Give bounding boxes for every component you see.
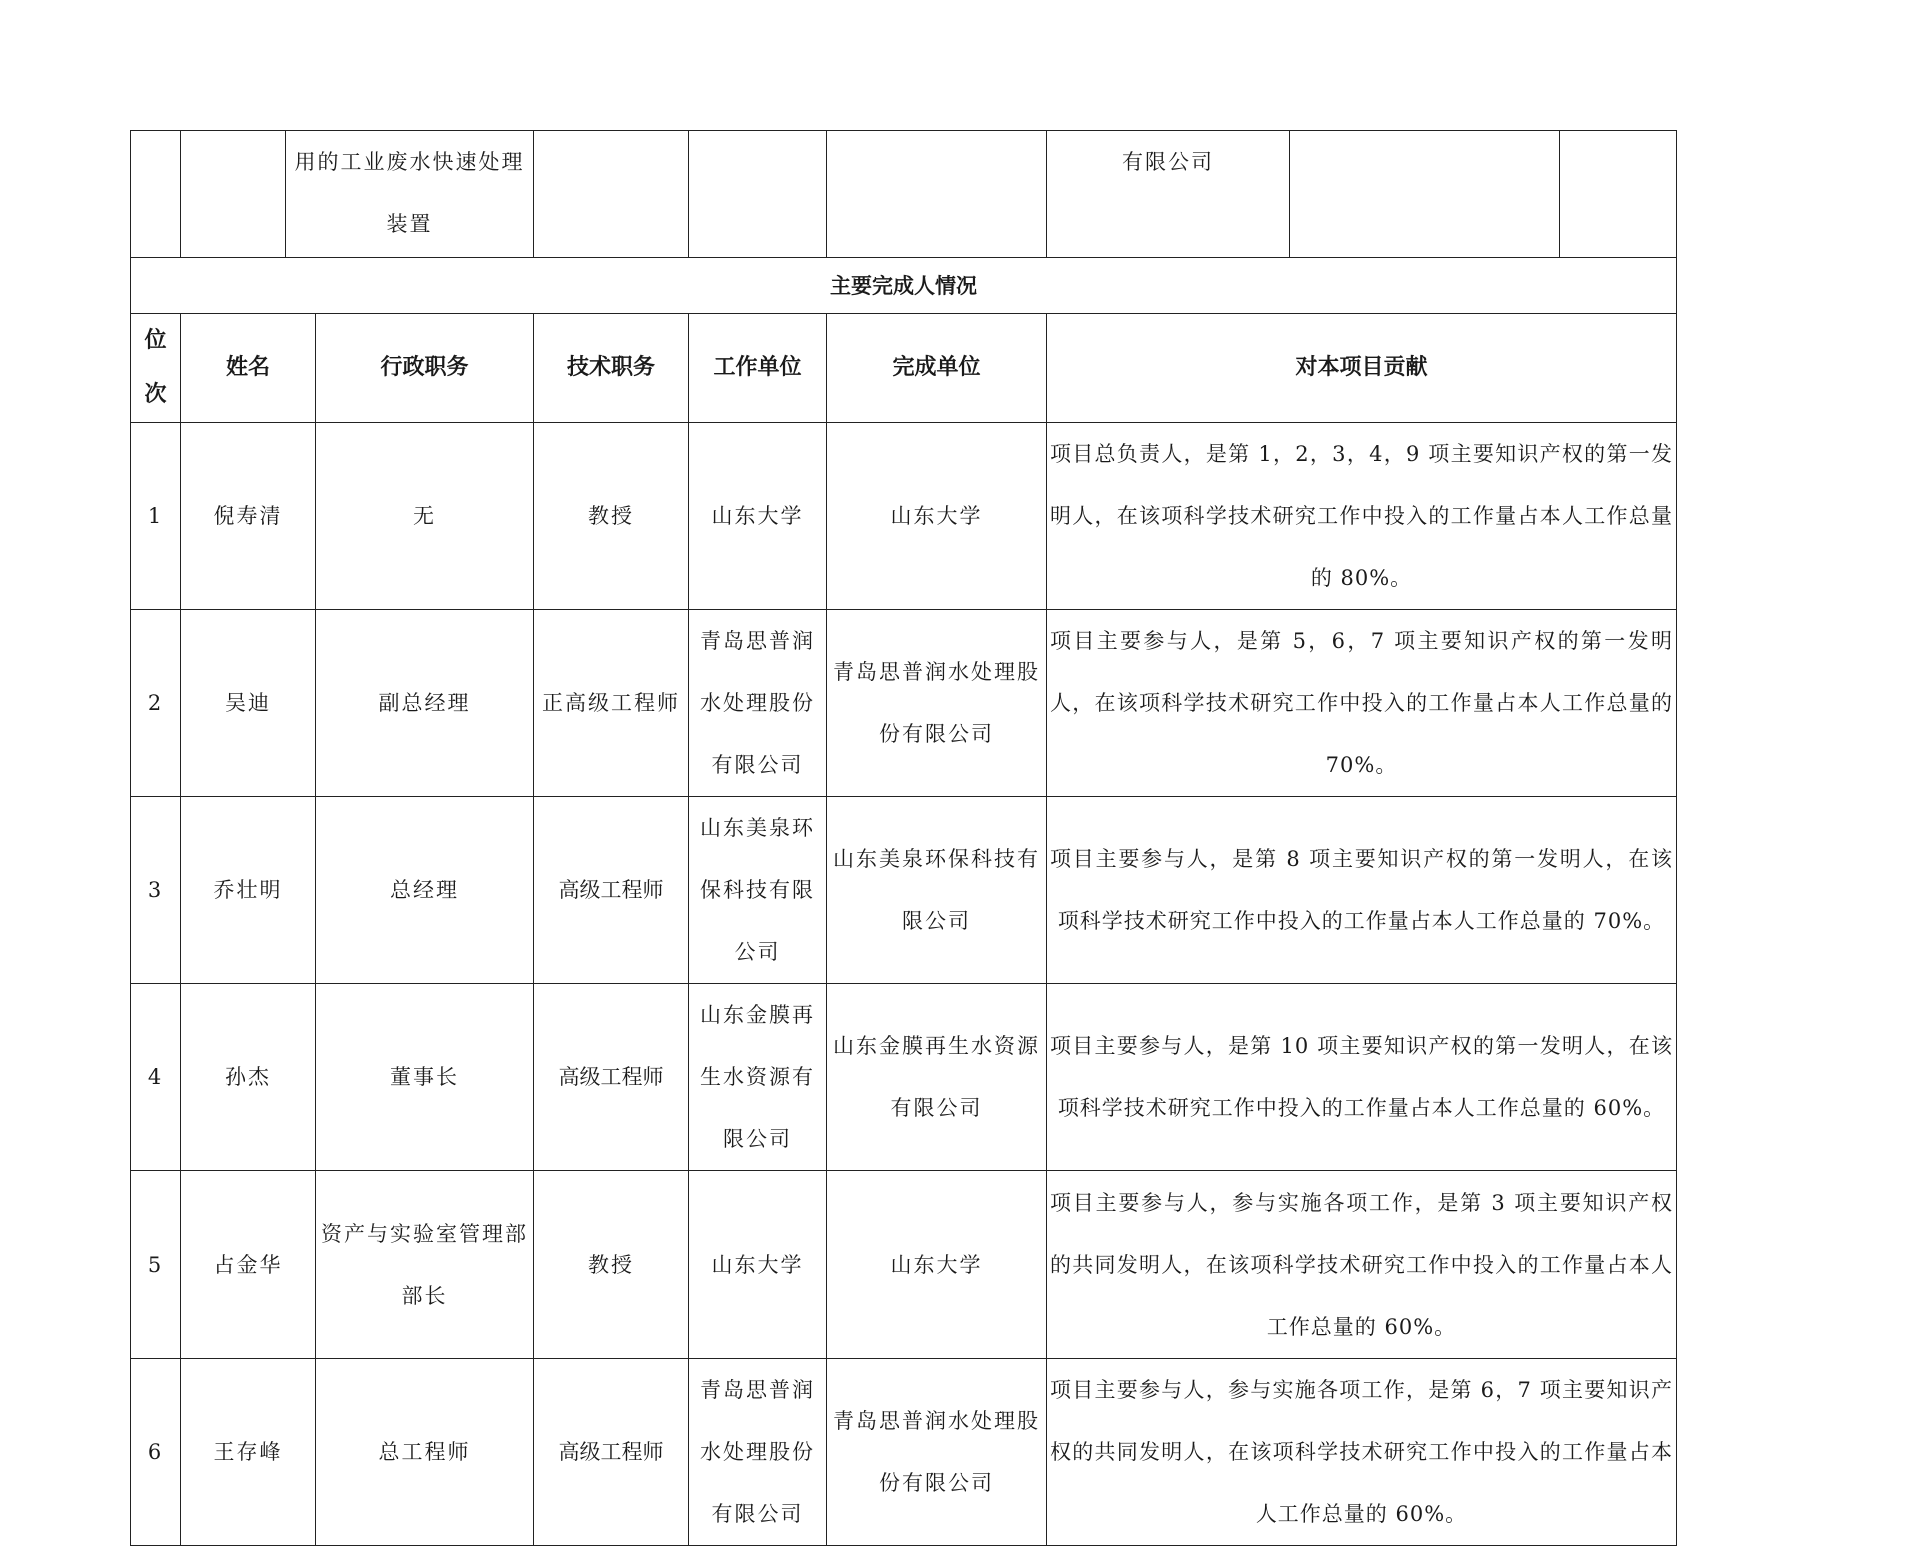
section-title: 主要完成人情况: [131, 258, 1677, 314]
tech-title-cell: 教授: [534, 423, 689, 610]
name-cell: 倪寿清: [181, 423, 316, 610]
admin-post-cell: 总经理: [316, 797, 534, 984]
header-tech-title: 技术职务: [534, 314, 689, 423]
contribution-cell: 项目主要参与人，是第 10 项主要知识产权的第一发明人，在该项科学技术研究工作中投入的工作量占本人工作总量的 60%。: [1047, 984, 1677, 1171]
completion-unit-cell: 山东金膜再生水资源有限公司: [827, 984, 1047, 1171]
tech-title-cell: 高级工程师: [534, 1359, 689, 1546]
tech-title-cell: 高级工程师: [534, 797, 689, 984]
name-cell: 占金华: [181, 1171, 316, 1359]
work-unit-cell: 青岛思普润水处理股份有限公司: [689, 610, 827, 797]
admin-post-cell: 资产与实验室管理部部长: [316, 1171, 534, 1359]
rank-cell: 1: [131, 423, 181, 610]
header-completion-unit: 完成单位: [827, 314, 1047, 423]
completion-unit-cell: 山东美泉环保科技有限公司: [827, 797, 1047, 984]
fragment-cell-5: [689, 131, 827, 258]
name-cell: 孙杰: [181, 984, 316, 1171]
table-row: [131, 984, 1677, 1171]
contribution-cell: 项目主要参与人，参与实施各项工作，是第 6，7 项主要知识产权的共同发明人，在该项科学技术研究工作中投入的工作量占本人工作总量的 60%。: [1047, 1359, 1677, 1546]
contribution-cell: 项目主要参与人，参与实施各项工作，是第 3 项主要知识产权的共同发明人，在该项科学技术研究工作中投入的工作量占本人工作总量的 60%。: [1047, 1171, 1677, 1359]
header-rank: 位次: [131, 314, 181, 423]
work-unit-cell: 山东大学: [689, 423, 827, 610]
rank-cell: 6: [131, 1359, 181, 1546]
table-row: [131, 1359, 1677, 1546]
completion-unit-cell: 青岛思普润水处理股份有限公司: [827, 610, 1047, 797]
completion-unit-cell: 山东大学: [827, 1171, 1047, 1359]
fragment-cell-6: [827, 131, 1047, 258]
previous-page-fragment-row: [131, 131, 1677, 258]
rank-cell: 3: [131, 797, 181, 984]
table-row: [131, 423, 1677, 610]
admin-post-cell: 总工程师: [316, 1359, 534, 1546]
rank-cell: 2: [131, 610, 181, 797]
tech-title-cell: 正高级工程师: [534, 610, 689, 797]
work-unit-cell: 山东金膜再生水资源有限公司: [689, 984, 827, 1171]
admin-post-cell: 董事长: [316, 984, 534, 1171]
completers-table: [130, 130, 1677, 1546]
name-cell: 吴迪: [181, 610, 316, 797]
contribution-cell: 项目总负责人，是第 1，2，3，4，9 项主要知识产权的第一发明人，在该项科学技术研究工作中投入的工作量占本人工作总量的 80%。: [1047, 423, 1677, 610]
header-contribution: 对本项目贡献: [1047, 314, 1677, 423]
table-header-row: [131, 314, 1677, 423]
contribution-cell: 项目主要参与人，是第 8 项主要知识产权的第一发明人，在该项科学技术研究工作中投入的工作量占本人工作总量的 70%。: [1047, 797, 1677, 984]
name-cell: 王存峰: [181, 1359, 316, 1546]
work-unit-cell: 青岛思普润水处理股份有限公司: [689, 1359, 827, 1546]
tech-title-cell: 高级工程师: [534, 984, 689, 1171]
table-row: [131, 610, 1677, 797]
completion-unit-cell: 青岛思普润水处理股份有限公司: [827, 1359, 1047, 1546]
fragment-cell-4: [534, 131, 689, 258]
fragment-cell-2: [181, 131, 286, 258]
header-work-unit: 工作单位: [689, 314, 827, 423]
fragment-project-name: 用的工业废水快速处理装置: [286, 131, 534, 258]
name-cell: 乔壮明: [181, 797, 316, 984]
fragment-cell-1: [131, 131, 181, 258]
rank-cell: 5: [131, 1171, 181, 1359]
fragment-cell-9: [1560, 131, 1677, 258]
admin-post-cell: 无: [316, 423, 534, 610]
header-name: 姓名: [181, 314, 316, 423]
work-unit-cell: 山东大学: [689, 1171, 827, 1359]
completion-unit-cell: 山东大学: [827, 423, 1047, 610]
table-row: [131, 1171, 1677, 1359]
work-unit-cell: 山东美泉环保科技有限公司: [689, 797, 827, 984]
table-row: [131, 797, 1677, 984]
fragment-cell-8: [1290, 131, 1560, 258]
admin-post-cell: 副总经理: [316, 610, 534, 797]
tech-title-cell: 教授: [534, 1171, 689, 1359]
rank-cell: 4: [131, 984, 181, 1171]
contribution-cell: 项目主要参与人，是第 5，6，7 项主要知识产权的第一发明人，在该项科学技术研究工作中投入的工作量占本人工作总量的 70%。: [1047, 610, 1677, 797]
fragment-unit: 有限公司: [1047, 131, 1290, 258]
header-admin-post: 行政职务: [316, 314, 534, 423]
